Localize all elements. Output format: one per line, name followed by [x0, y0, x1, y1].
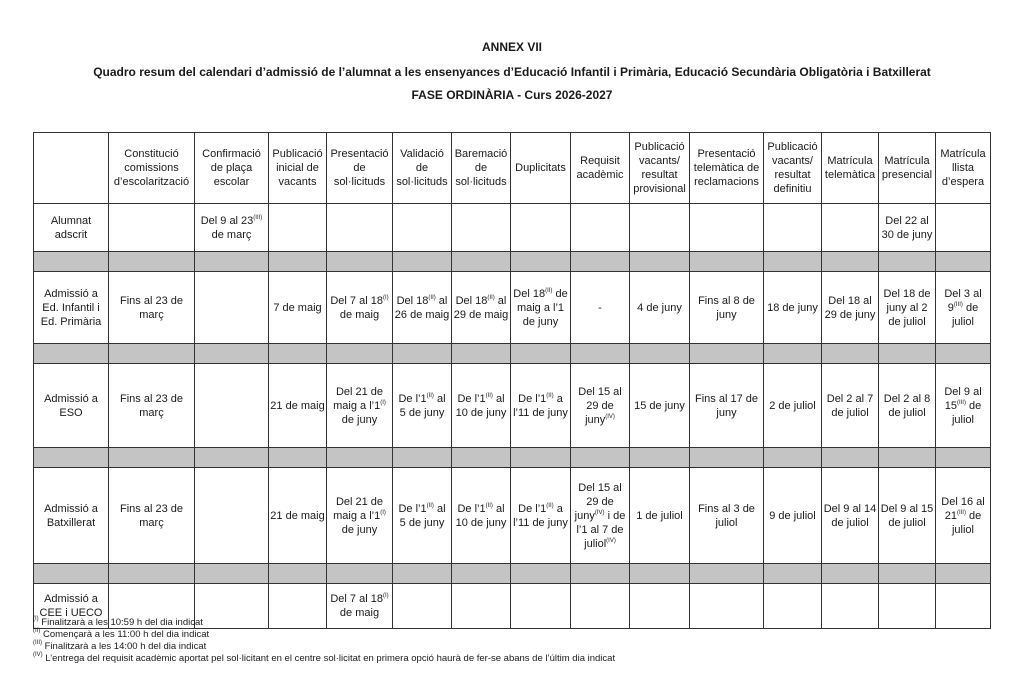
separator-cell [393, 448, 452, 468]
separator-cell [879, 344, 936, 364]
footnote-marker: (IV) [606, 537, 616, 544]
column-header: Baremació de sol·licituds [452, 133, 511, 204]
column-header: Matrícula telemàtica [822, 133, 879, 204]
footnote-marker: (II) [545, 287, 553, 294]
table-cell [195, 468, 269, 564]
document-subtitle: Quadro resum del calendari d’admissió de l’alumnat a les ensenyances d’Educació Infantil i Primària, Educació Secundària Obligatòria i Batxillerat [93, 65, 931, 79]
table-row [34, 468, 991, 564]
separator-cell [109, 448, 195, 468]
separator-cell [34, 344, 109, 364]
row-label: Admissió a CEE i UECO [34, 584, 109, 629]
separator-cell [511, 448, 571, 468]
separator-cell [571, 344, 630, 364]
separator-cell [327, 344, 393, 364]
separator-row [34, 252, 991, 272]
table-cell: Del 9 al 14 de juliol [822, 468, 879, 564]
separator-cell [109, 564, 195, 584]
table-cell [822, 204, 879, 252]
footnote-marker: (II) [546, 392, 554, 399]
table-cell: Del 22 al 30 de juny [879, 204, 936, 252]
separator-cell [393, 252, 452, 272]
footnote: $^{(III)}$ Finalitzarà a les 14:00 h del dia indicat [33, 640, 207, 652]
separator-cell [452, 252, 511, 272]
separator-cell [822, 252, 879, 272]
table-cell: Del $18^{(II)}$ de maig a l’1 de juny [511, 272, 571, 344]
separator-cell [269, 344, 327, 364]
table-row [34, 204, 991, 252]
table-cell: Del 3 al $9^{(III)}$ de juliol [936, 272, 991, 344]
table-cell: Del 9 al 15 de juliol [879, 468, 936, 564]
table-cell: De $l’1^{(II)}$ al 5 de juny [393, 468, 452, 564]
column-header: Confirmació de plaça escolar [195, 133, 269, 204]
separator-cell [34, 252, 109, 272]
footnote-marker: (IV) [33, 652, 43, 658]
table-cell: Del 15 al 29 de juny$^{(IV)}$ [571, 364, 630, 448]
table-cell [269, 204, 327, 252]
table-cell [452, 204, 511, 252]
row-label: Admissió a Ed. Infantil i Ed. Primària [34, 272, 109, 344]
table-cell [109, 204, 195, 252]
footnote-marker: (III) [253, 214, 263, 221]
footnote-marker: (II) [426, 502, 434, 509]
footnotes [33, 617, 615, 665]
table-cell [690, 584, 764, 629]
separator-cell [452, 344, 511, 364]
column-header: Publicació vacants/ resultat provisional [630, 133, 690, 204]
separator-cell [936, 344, 991, 364]
separator-cell [571, 448, 630, 468]
separator-cell [630, 448, 690, 468]
table-cell: 1 de juliol [630, 468, 690, 564]
separator-cell [822, 448, 879, 468]
separator-cell [690, 564, 764, 584]
row-label: Admissió a Batxillerat [34, 468, 109, 564]
separator-cell [571, 564, 630, 584]
separator-cell [195, 252, 269, 272]
table-cell: De $l’1^{(II)}$ al 10 de juny [452, 468, 511, 564]
admission-calendar-table [33, 132, 991, 629]
phase-title: FASE ORDINÀRIA - Curs 2026-2027 [411, 88, 613, 102]
table-cell: Del $18^{(II)}$ al 26 de maig [393, 272, 452, 344]
header-row [34, 133, 991, 204]
table-cell: Del 21 de maig a $l’1^{(I)}$ de juny [327, 468, 393, 564]
separator-cell [764, 564, 822, 584]
table-cell: Del 9 al $15^{(III)}$ de juliol [936, 364, 991, 448]
separator-cell [269, 564, 327, 584]
column-header: Publicació inicial de vacants [269, 133, 327, 204]
table-cell: Fins al 17 de juny [690, 364, 764, 448]
table-cell: - [571, 272, 630, 344]
table-cell [195, 364, 269, 448]
separator-cell [511, 564, 571, 584]
table-cell [195, 272, 269, 344]
separator-cell [822, 564, 879, 584]
table-cell: De $l’1^{(II)}$ al 5 de juny [393, 364, 452, 448]
separator-row [34, 448, 991, 468]
separator-cell [630, 252, 690, 272]
table-cell: Fins al 23 de març [109, 468, 195, 564]
footnote-marker: (I) [380, 399, 386, 406]
separator-cell [936, 564, 991, 584]
column-header: Duplicitats [511, 133, 571, 204]
column-header: Requisit acadèmic [571, 133, 630, 204]
footnote-marker: (I) [382, 294, 389, 301]
table-cell: Del 9 al $23^{(III)}$ de març [195, 204, 269, 252]
separator-cell [690, 252, 764, 272]
separator-cell [195, 448, 269, 468]
separator-cell [269, 448, 327, 468]
footnote: $^{(IV)}$ L’entrega del requisit acadèmic aportat pel sol·licitant en el centre sol·licitat en primera opció haurà de fer-se abans de l’últim dia indicat [33, 652, 616, 664]
separator-cell [936, 448, 991, 468]
table-cell: 21 de maig [269, 468, 327, 564]
table-cell [764, 584, 822, 629]
footnote-marker: (II) [487, 294, 495, 301]
separator-cell [34, 448, 109, 468]
table-row [34, 364, 991, 448]
separator-cell [327, 564, 393, 584]
footnote-marker: (III) [956, 399, 966, 406]
footnote-marker: (II) [546, 502, 554, 509]
separator-cell [393, 564, 452, 584]
separator-cell [690, 344, 764, 364]
footnote-marker: (I) [380, 509, 386, 516]
separator-cell [34, 564, 109, 584]
separator-cell [109, 344, 195, 364]
table-cell [630, 584, 690, 629]
table-cell: 18 de juny [764, 272, 822, 344]
table-cell: Del 21 de maig a $l’1^{(I)}$ de juny [327, 364, 393, 448]
table-cell: Fins al 23 de març [109, 364, 195, 448]
footnote-marker: (III) [33, 640, 42, 646]
footnote-marker: (IV) [594, 509, 605, 516]
table-cell [690, 204, 764, 252]
table-cell: Del 15 al 29 de juny$^{(IV)}$ i de l’1 al 7 de juliol$^{(IV)}$ [571, 468, 630, 564]
separator-cell [879, 448, 936, 468]
separator-cell [879, 564, 936, 584]
column-header: Validació de sol·licituds [393, 133, 452, 204]
footnote-marker: (II) [485, 392, 493, 399]
footnote: $^{(I)}$ Finalitzarà a les 10:59 h del dia indicat [33, 616, 203, 628]
separator-cell [822, 344, 879, 364]
separator-cell [571, 252, 630, 272]
separator-cell [109, 252, 195, 272]
footnote: $^{(II)}$ Començarà a les 11:00 h del dia indicat [33, 628, 210, 640]
row-label: Alumnat adscrit [34, 204, 109, 252]
table-cell [822, 584, 879, 629]
separator-cell [511, 252, 571, 272]
separator-cell [690, 448, 764, 468]
separator-cell [630, 344, 690, 364]
table-cell [764, 204, 822, 252]
footnote-marker: (II) [485, 502, 493, 509]
separator-cell [764, 252, 822, 272]
separator-cell [879, 252, 936, 272]
table-cell: Del 7 al $18^{(I)}$ de maig [327, 584, 393, 629]
separator-cell [630, 564, 690, 584]
separator-cell [452, 448, 511, 468]
table-row [34, 272, 991, 344]
separator-cell [327, 252, 393, 272]
footnote-marker: (IV) [605, 413, 615, 420]
separator-cell [764, 448, 822, 468]
table-cell: Del 18 de juny al 2 de juliol [879, 272, 936, 344]
footnote-marker: (II) [426, 392, 434, 399]
separator-cell [936, 252, 991, 272]
column-header: Presentació telemàtica de reclamacions [690, 133, 764, 204]
separator-cell [393, 344, 452, 364]
column-header: Matrícula llista d’espera [936, 133, 991, 204]
table-cell: Del 2 al 8 de juliol [879, 364, 936, 448]
separator-row [34, 564, 991, 584]
separator-cell [452, 564, 511, 584]
footnote-marker: (II) [428, 294, 436, 301]
table-cell: Fins al 8 de juny [690, 272, 764, 344]
row-label: Admissió a ESO [34, 364, 109, 448]
footnote-marker: (III) [956, 509, 966, 516]
table-cell [327, 204, 393, 252]
table-cell: 2 de juliol [764, 364, 822, 448]
table-cell: 15 de juny [630, 364, 690, 448]
separator-cell [195, 564, 269, 584]
footnote-marker: (I) [382, 593, 389, 599]
column-header [34, 133, 109, 204]
table-cell: Del 2 al 7 de juliol [822, 364, 879, 448]
table-cell: 7 de maig [269, 272, 327, 344]
table-cell [936, 204, 991, 252]
table-cell: De $l’1^{(II)}$ a l’11 de juny [511, 364, 571, 448]
table-cell: 4 de juny [630, 272, 690, 344]
table-cell [879, 584, 936, 629]
column-header: Publicació vacants/ resultat definitiu [764, 133, 822, 204]
table-cell [511, 204, 571, 252]
table-cell: De $l’1^{(II)}$ al 10 de juny [452, 364, 511, 448]
footnote-marker: (II) [33, 628, 41, 634]
table-cell [630, 204, 690, 252]
table-cell: 21 de maig [269, 364, 327, 448]
separator-row [34, 344, 991, 364]
separator-cell [511, 344, 571, 364]
table-cell [936, 584, 991, 629]
table-cell [393, 204, 452, 252]
table-cell: Del 16 al $21^{(III)}$ de juliol [936, 468, 991, 564]
table-cell: Del 7 al $18^{(I)}$ de maig [327, 272, 393, 344]
table-cell: Fins al 3 de juliol [690, 468, 764, 564]
table-cell: Fins al 23 de març [109, 272, 195, 344]
table-cell: Del 18 al 29 de juny [822, 272, 879, 344]
separator-cell [269, 252, 327, 272]
table-cell: Del $18^{(II)}$ al 29 de maig [452, 272, 511, 344]
table-cell: 9 de juliol [764, 468, 822, 564]
separator-cell [764, 344, 822, 364]
column-header: Matrícula presencial [879, 133, 936, 204]
footnote-marker: (III) [953, 301, 963, 308]
annex-title: ANNEX VII [481, 40, 542, 54]
table-cell: De $l’1^{(II)}$ a l’11 de juny [511, 468, 571, 564]
separator-cell [195, 344, 269, 364]
column-header: Presentació de sol·licituds [327, 133, 393, 204]
table-cell [571, 204, 630, 252]
footnote-marker: (I) [33, 616, 39, 622]
column-header: Constitució comissions d’escolarització [109, 133, 195, 204]
separator-cell [327, 448, 393, 468]
